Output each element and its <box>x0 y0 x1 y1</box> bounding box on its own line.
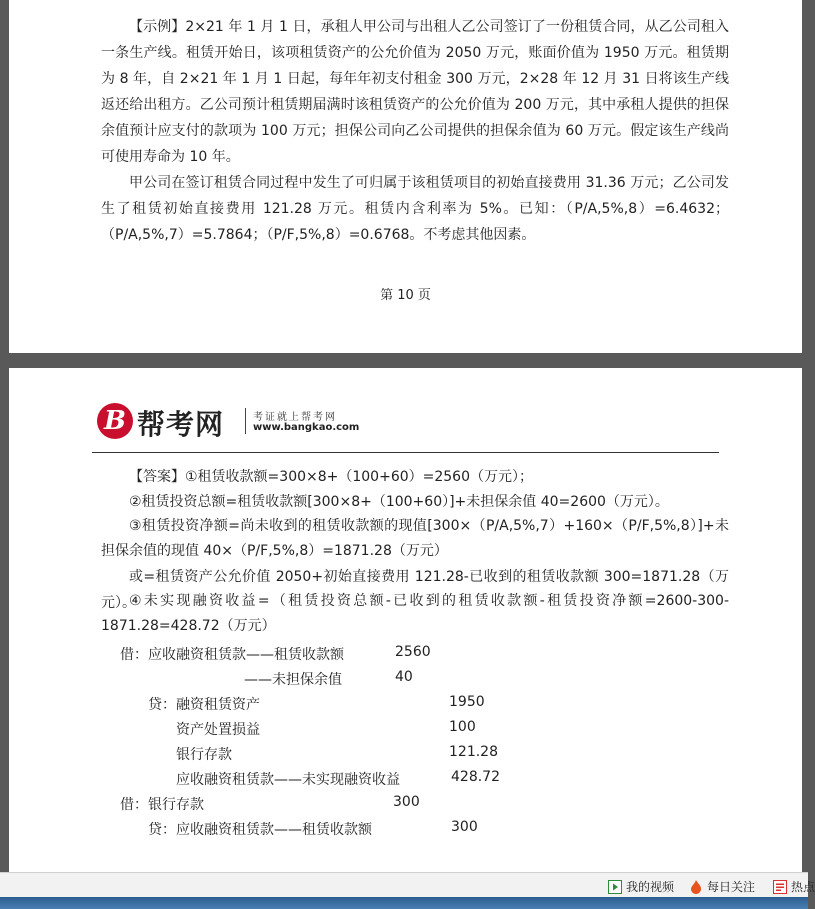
journal-amount: 100 <box>449 719 476 735</box>
example-paragraph-2: 甲公司在签订租赁合同过程中发生了可归属于该租赁项目的初始直接费用 31.36 万元；乙公司发生了租赁初始直接费用 121.28 万元。租赁内含利率为 5%。已知：（P/A,5%,8）=6.4632；（P/A,5%,7）=5.7864；（P/F,5%,8）=0.6768。不考虑其他因素。 <box>101 175 729 243</box>
journal-amount: 300 <box>451 819 478 835</box>
journal-label: 借：银行存款 <box>120 797 204 813</box>
daily-focus-button[interactable] <box>689 878 755 895</box>
logo-divider <box>245 408 246 434</box>
logo-mark-icon: B <box>97 403 133 439</box>
my-video-button[interactable] <box>608 878 674 895</box>
journal-label: 资产处置损益 <box>176 722 260 738</box>
bangkao-logo <box>97 403 367 443</box>
journal-label: 贷：应收融资租赁款——租赁收款额 <box>148 822 372 838</box>
journal-amount: 428.72 <box>451 769 500 785</box>
answer-line-1: 【答案】①租赁收款额=300×8+（100+60）=2560（万元）； <box>129 469 533 485</box>
video-play-icon <box>608 880 622 894</box>
journal-amount: 1950 <box>449 694 485 710</box>
hot-button[interactable] <box>773 878 815 895</box>
hot-label: 热点 <box>791 880 815 894</box>
bottom-toolbar <box>0 872 815 898</box>
journal-label: ——未担保余值 <box>244 672 342 688</box>
daily-focus-label: 每日关注 <box>707 880 756 894</box>
journal-label: 借：应收融资租赁款——租赁收款额 <box>120 647 344 663</box>
journal-label: 贷：融资租赁资产 <box>148 697 260 713</box>
journal-amount: 2560 <box>395 644 431 660</box>
flame-icon <box>689 880 703 894</box>
example-paragraph: 【示例】2×21 年 1 月 1 日，承租人甲公司与出租人乙公司签订了一份租赁合同，从乙公司租入一条生产线。租赁开始日，该项租赁资产的公允价值为 2050 万元，账面价值为 1950 万元。租赁期为 8 年，自 2×21 年 1 月 1 日起，每年年初支付租金 300 万元，2×28 年 12 月 31 日将该生产线返还给出租方。乙公司预计租赁期届满时该租赁资产的公允价值为 200 万元，其中承租人提供的担保余值预计应支付的款项为 100 万元；担保公司向乙公司提供的担保余值为 60 万元。假定该生产线尚可使用寿命为 10 年。 <box>101 19 729 165</box>
logo-name: 帮考网 <box>137 408 225 441</box>
journal-label: 应收融资租赁款——未实现融资收益 <box>176 772 400 788</box>
header-rule <box>92 452 719 453</box>
page-number: 第 10 页 <box>380 288 431 303</box>
journal-amount: 121.28 <box>449 744 498 760</box>
answer-line-5: ④未实现融资收益=（租赁投资总额-已收到的租赁收款额-租赁投资净额=2600-300-1871.28=428.72（万元） <box>101 593 729 634</box>
window-bottom-bar <box>0 897 808 909</box>
journal-amount: 300 <box>393 794 420 810</box>
logo-slogan: 考证就上帮考网 <box>253 412 337 423</box>
answer-line-2: ②租赁投资总额=租赁收款额[300×8+（100+60）]+未担保余值 40=2600（万元）。 <box>129 494 669 510</box>
answer-line-4: 或=租赁资产公允价值 2050+初始直接费用 121.28-已收到的租赁收款额 300=1871.28（万元）。 <box>101 569 729 611</box>
journal-label: 银行存款 <box>176 747 232 763</box>
hot-news-icon <box>773 880 787 894</box>
document-page-10 <box>9 0 802 353</box>
logo-url: www.bangkao.com <box>253 422 360 433</box>
journal-amount: 40 <box>395 669 413 685</box>
answer-line-3: ③租赁投资净额=尚未收到的租赁收款额的现值[300×（P/A,5%,7）+160×（P/F,5%,8）]+未担保余值的现值 40×（P/F,5%,8）=1871.28（万元） <box>101 518 729 559</box>
my-video-label: 我的视频 <box>626 880 675 894</box>
document-page-11 <box>9 368 802 888</box>
